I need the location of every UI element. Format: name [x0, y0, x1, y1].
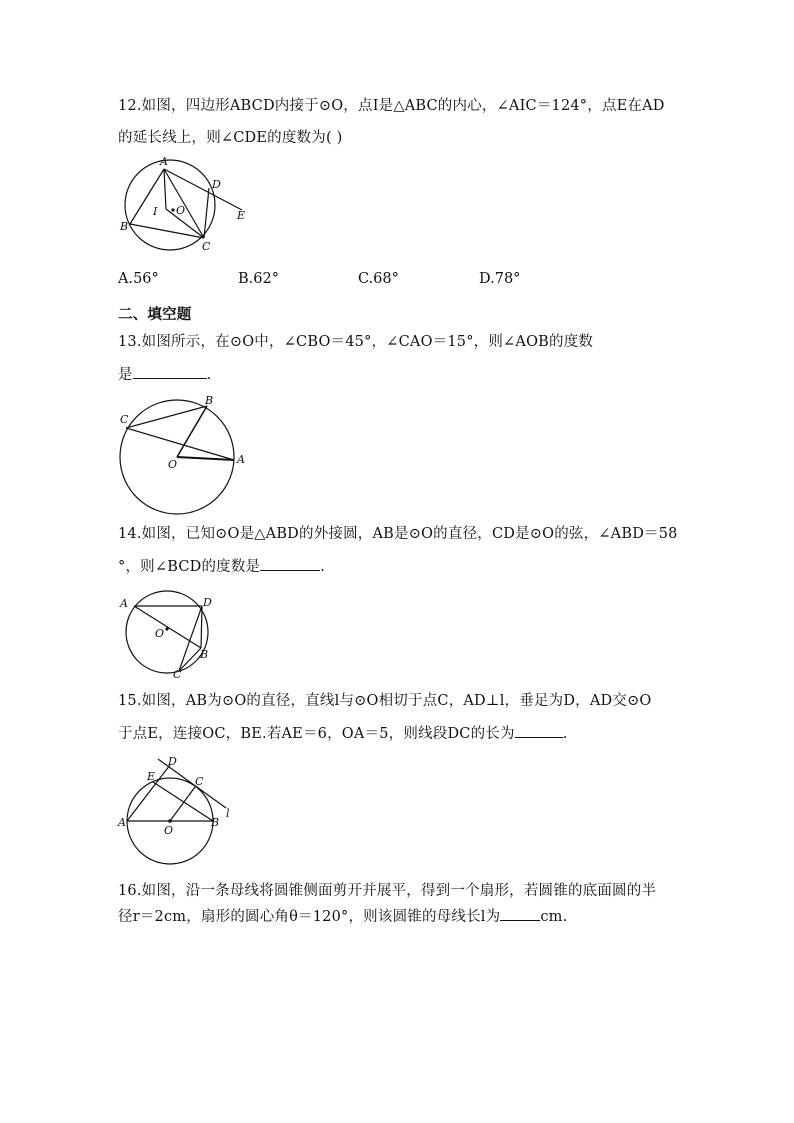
q15-label-C: C	[195, 775, 204, 788]
q13-line2	[118, 364, 212, 385]
q14-line2	[118, 556, 325, 577]
q12-line2: 的延长线上，则∠CDE的度数为( )	[118, 130, 343, 146]
q14-seg-DC	[179, 606, 202, 671]
q14-seg-AB	[134, 606, 201, 648]
q13-line1: 13.如图所示，在⊙O中，∠CBO＝45°，∠CAO＝15°，则∠AOB的度数	[118, 334, 594, 350]
q16-line1: 16.如图，沿一条母线将圆锥侧面剪开并展平，得到一个扇形，若圆锥的底面圆的半	[118, 883, 657, 899]
q13-seg-CA	[126, 428, 234, 460]
q15-line2-suffix: .	[562, 726, 568, 742]
q14-label-C: C	[173, 668, 182, 681]
q13-line2-suffix: .	[206, 367, 212, 383]
q15-label-B: B	[211, 816, 220, 829]
q15-line2-prefix: 于点E，连接OC，BE.若AE＝6，OA＝5，则线段DC的长为	[118, 726, 515, 742]
q14-label-O: O	[155, 627, 165, 640]
q14-figure	[115, 590, 225, 680]
q12-option-a[interactable]: A.56°	[118, 271, 159, 287]
q13-seg-CB	[126, 406, 207, 428]
q15-seg-EB	[153, 782, 213, 821]
q13-line2-prefix: 是	[118, 367, 133, 383]
q13-label-B: B	[205, 394, 214, 407]
q15-figure	[115, 755, 245, 865]
q12-label-D: D	[212, 178, 221, 191]
q12-figure	[110, 155, 260, 260]
q12-label-C: C	[202, 240, 211, 253]
q14-answer-blank[interactable]	[260, 556, 320, 571]
q12-label-A: A	[160, 155, 168, 168]
q14-line2-suffix: .	[320, 559, 326, 575]
q12-label-B: B	[120, 220, 129, 233]
q13-label-O: O	[168, 458, 178, 471]
section-heading-fill-in: 二、填空题	[118, 306, 192, 323]
q16-answer-blank[interactable]	[500, 906, 540, 921]
q12-center-dot	[171, 208, 174, 211]
q16-line2-suffix: cm.	[540, 909, 568, 925]
q12-line1: 12.如图，四边形ABCD内接于⊙O，点I是△ABC的内心，∠AIC＝124°，点E在AD	[118, 98, 665, 114]
q15-label-E: E	[147, 770, 156, 783]
q15-seg-OC	[170, 787, 195, 821]
q13-seg-OB	[177, 406, 207, 457]
q16-line2	[118, 906, 567, 927]
q14-seg-DB	[201, 606, 202, 648]
q15-line1: 15.如图，AB为⊙O的直径，直线l与⊙O相切于点C，AD⊥l，垂足为D，AD交⊙O	[118, 693, 652, 709]
q15-label-A: A	[118, 816, 126, 829]
q12-label-O: O	[176, 204, 186, 217]
q12-label-E: E	[237, 209, 246, 222]
q14-circle	[126, 591, 208, 673]
q15-answer-blank[interactable]	[515, 723, 563, 738]
q14-label-D: D	[203, 596, 212, 609]
q13-label-A: A	[237, 453, 245, 466]
q14-center-dot	[165, 627, 168, 630]
q12-option-b[interactable]: B.62°	[238, 271, 279, 287]
q15-label-D: D	[168, 755, 177, 768]
q12-option-c[interactable]: C.68°	[358, 271, 399, 287]
q15-center-dot	[168, 819, 172, 823]
q12-seg-AI	[164, 169, 166, 209]
q12-label-I: I	[153, 205, 158, 218]
q15-line2	[118, 723, 568, 744]
q13-label-C: C	[120, 413, 129, 426]
q16-line2-prefix: 径r＝2cm，扇形的圆心角θ＝120°，则该圆锥的母线长l为	[118, 909, 501, 925]
q12-seg-BC	[130, 224, 204, 238]
q12-option-d[interactable]: D.78°	[479, 271, 521, 287]
q14-label-A: A	[120, 597, 128, 610]
q15-label-l: l	[226, 807, 230, 820]
q13-figure	[110, 390, 260, 520]
q13-answer-blank[interactable]	[133, 364, 207, 379]
q15-label-O: O	[164, 824, 174, 837]
q14-label-B: B	[200, 648, 209, 661]
q14-line2-prefix: °，则∠BCD的度数是	[118, 559, 261, 575]
q14-line1: 14.如图，已知⊙O是△ABD的外接圆，AB是⊙O的直径，CD是⊙O的弦，∠ABD＝58	[118, 526, 678, 542]
